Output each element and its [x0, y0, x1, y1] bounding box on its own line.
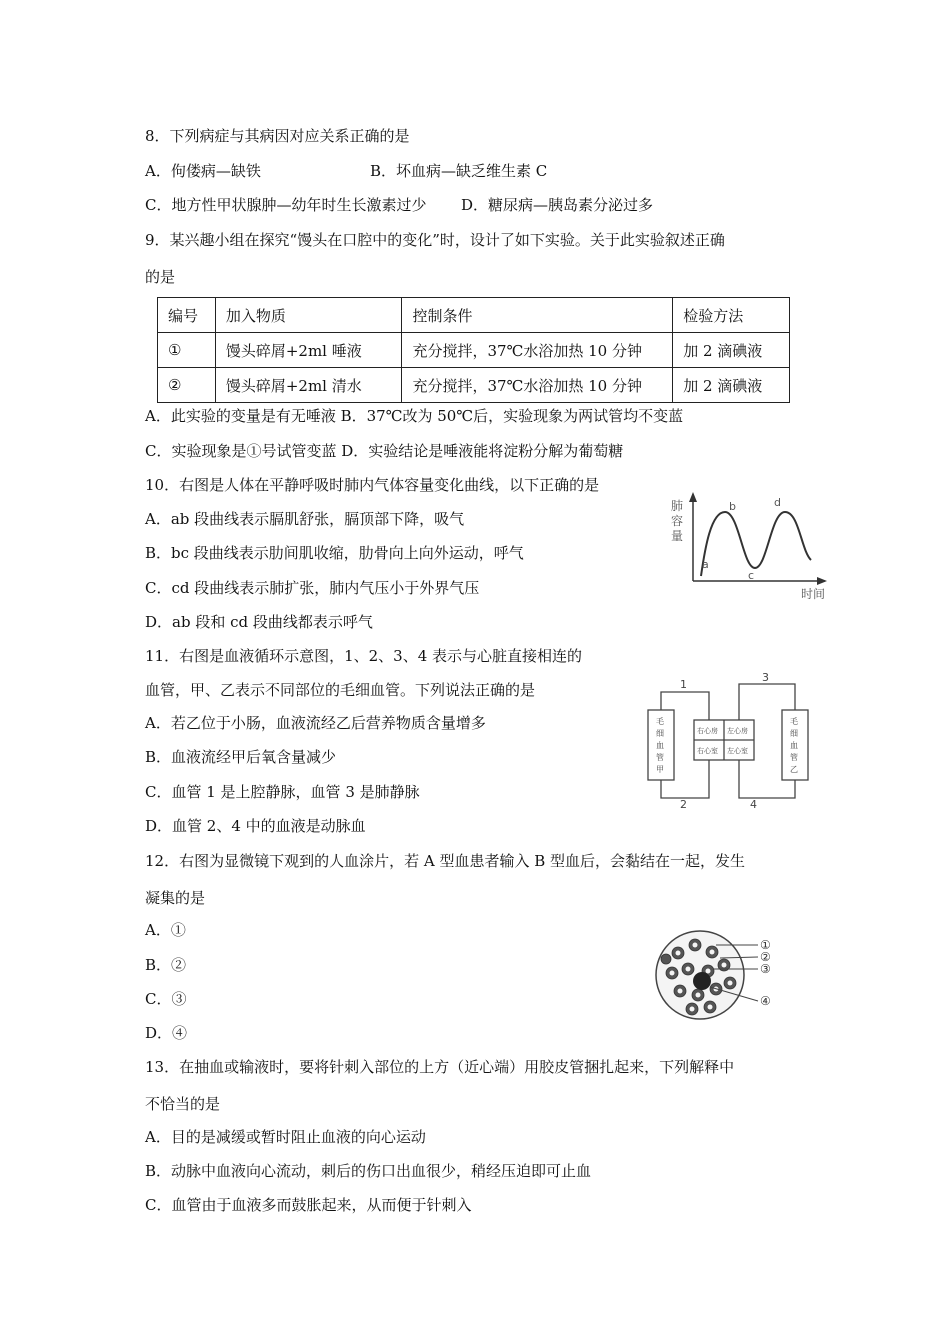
- right-box-char: 管: [790, 753, 798, 762]
- q8-option-c: C．地方性甲状腺肿—幼年时生长激素过少: [145, 196, 427, 214]
- q13-stem: 13．在抽血或输液时，要将针刺入部位的上方（近心端）用胶皮管捆扎起来，下列解释中: [145, 1058, 735, 1076]
- right-box-char: 乙: [790, 765, 798, 774]
- q13-option-b: B．动脉中血液向心流动，刺后的伤口出血很少，稍经压迫即可止血: [145, 1162, 592, 1180]
- vessel-4: 4: [750, 798, 757, 810]
- table-cell: 馒头碎屑+2ml 清水: [215, 368, 402, 403]
- table-header-cell: 加入物质: [215, 298, 402, 333]
- smear-label-3: ③: [760, 962, 771, 976]
- q12-option-d: D．④: [145, 1024, 188, 1042]
- q10-option-a: A．ab 段曲线表示膈肌舒张，膈顶部下降，吸气: [145, 510, 465, 528]
- q11-option-b: B．血液流经甲后氧含量减少: [145, 748, 337, 766]
- right-box-char: 血: [790, 741, 798, 750]
- q10-option-d: D．ab 段和 cd 段曲线都表示呼气: [145, 613, 373, 631]
- table-cell: 馒头碎屑+2ml 唾液: [215, 333, 402, 368]
- q13-stem-cont: 不恰当的是: [145, 1095, 221, 1113]
- circulation-figure: [640, 670, 820, 810]
- smear-label-4: ④: [760, 994, 771, 1008]
- table-cell: ②: [158, 368, 216, 403]
- blood-smear-figure: [650, 925, 805, 1030]
- q11-option-a: A．若乙位于小肠，血液流经乙后营养物质含量增多: [145, 714, 486, 732]
- right-box-char: 细: [790, 729, 798, 738]
- point-c: c: [748, 569, 755, 582]
- experiment-table: [157, 297, 790, 403]
- ylabel-char: 量: [671, 529, 684, 543]
- q10-stem: 10．右图是人体在平静呼吸时肺内气体容量变化曲线，以下正确的是: [145, 476, 600, 494]
- q10-option-c: C．cd 段曲线表示肺扩张，肺内气压小于外界气压: [145, 579, 480, 597]
- point-d: d: [774, 496, 781, 509]
- q12-option-b: B．②: [145, 956, 187, 974]
- q8-option-a: A．佝偻病—缺铁: [145, 162, 261, 180]
- q12-option-a: A．①: [145, 921, 186, 939]
- left-box-char: 管: [656, 753, 664, 762]
- table-row: [158, 333, 790, 368]
- smear-label-1: ①: [760, 938, 771, 952]
- lung-volume-figure: [665, 488, 835, 606]
- left-box-char: 细: [656, 729, 664, 738]
- chamber-label: 右心房: [697, 727, 718, 735]
- left-box-char: 甲: [656, 765, 664, 774]
- q11-stem-cont: 血管，甲、乙表示不同部位的毛细血管。下列说法正确的是: [145, 681, 536, 699]
- q9-options-cd: C．实验现象是①号试管变蓝 D．实验结论是唾液能将淀粉分解为葡萄糖: [145, 442, 624, 460]
- table-header-cell: 检验方法: [673, 298, 790, 333]
- q8-option-d: D．糖尿病—胰岛素分泌过多: [461, 196, 654, 214]
- q10-option-b: B．bc 段曲线表示肋间肌收缩，肋骨向上向外运动，呼气: [145, 544, 524, 562]
- right-box-char: 毛: [790, 717, 798, 726]
- table-header-cell: 编号: [158, 298, 216, 333]
- chamber-label: 左心房: [727, 727, 748, 735]
- point-a: a: [702, 558, 709, 571]
- point-b: b: [729, 500, 736, 513]
- table-cell: ①: [158, 333, 216, 368]
- q12-option-c: C．③: [145, 990, 187, 1008]
- q9-stem-cont: 的是: [145, 268, 176, 286]
- vessel-1: 1: [680, 678, 687, 691]
- vessel-2: 2: [680, 798, 687, 810]
- q13-option-a: A．目的是减缓或暂时阻止血液的向心运动: [145, 1128, 426, 1146]
- table-cell: 充分搅拌，37℃水浴加热 10 分钟: [402, 368, 673, 403]
- xlabel: 时间: [801, 587, 826, 601]
- table-header-cell: 控制条件: [402, 298, 673, 333]
- ylabel-char: 容: [671, 514, 684, 528]
- q12-stem-cont: 凝集的是: [145, 889, 206, 907]
- smear-label-2: ②: [760, 950, 771, 964]
- left-box-char: 血: [656, 741, 664, 750]
- q9-options-ab: A．此实验的变量是有无唾液 B．37℃改为 50℃后，实验现象为两试管均不变蓝: [145, 407, 684, 425]
- table-cell: 充分搅拌，37℃水浴加热 10 分钟: [402, 333, 673, 368]
- chamber-label: 右心室: [697, 747, 718, 755]
- q8-option-b: B．坏血病—缺乏维生素 C: [370, 162, 548, 180]
- table-cell: 加 2 滴碘液: [673, 333, 790, 368]
- q9-stem: 9．某兴趣小组在探究“馒头在口腔中的变化”时，设计了如下实验。关于此实验叙述正确: [145, 231, 725, 249]
- chamber-label: 左心室: [727, 747, 748, 755]
- q11-option-d: D．血管 2、4 中的血液是动脉血: [145, 817, 366, 835]
- left-box-char: 毛: [656, 717, 664, 726]
- q13-option-c: C．血管由于血液多而鼓胀起来，从而便于针刺入: [145, 1196, 472, 1214]
- table-cell: 加 2 滴碘液: [673, 368, 790, 403]
- table-header-row: [158, 298, 790, 333]
- ylabel-char: 肺: [671, 499, 684, 513]
- q11-stem: 11．右图是血液循环示意图，1、2、3、4 表示与心脏直接相连的: [145, 647, 583, 665]
- q12-stem: 12．右图为显微镜下观到的人血涂片，若 A 型血患者输入 B 型血后，会黏结在一起，发生: [145, 852, 746, 870]
- vessel-3: 3: [762, 671, 769, 684]
- q8-stem: 8．下列病症与其病因对应关系正确的是: [145, 127, 410, 145]
- table-row: [158, 368, 790, 403]
- q11-option-c: C．血管 1 是上腔静脉，血管 3 是肺静脉: [145, 783, 420, 801]
